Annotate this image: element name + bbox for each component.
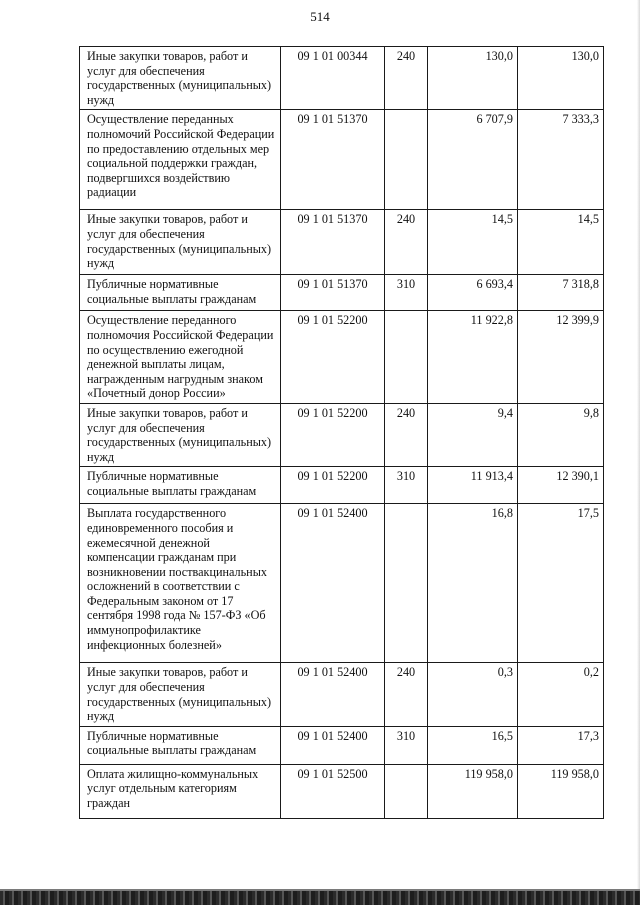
- row-amount-year2: 14,5: [518, 210, 604, 275]
- table-row: [80, 504, 604, 663]
- row-name: Иные закупки товаров, работ и услуг для обеспечения государственных (муниципальных) нужд: [80, 663, 281, 726]
- scan-border-band: [0, 891, 640, 905]
- row-amount-year1: 16,5: [428, 726, 518, 764]
- table-row: [80, 663, 604, 726]
- row-name: Осуществление переданных полномочий Российской Федерации по предоставлению отдельных мер социальной поддержки граждан, подвергшихся воздействию радиации: [80, 110, 281, 210]
- row-amount-year2: 17,3: [518, 726, 604, 764]
- budget-table: [79, 46, 604, 819]
- row-expense-type: 240: [385, 403, 428, 466]
- row-amount-year1: 9,4: [428, 403, 518, 466]
- row-name: Выплата государственного единовременного пособия и ежемесячной денежной компенсации гражданам при возникновении поствакцинальных осложнений в соответствии с Федеральным законом от 17 сентября 1998 года № 157-ФЗ «Об иммунопрофилактике инфекционных болезней»: [80, 504, 281, 663]
- table-row: [80, 726, 604, 764]
- row-amount-year1: 119 958,0: [428, 764, 518, 818]
- row-amount-year2: 17,5: [518, 504, 604, 663]
- table-row: [80, 311, 604, 404]
- row-expense-type: 310: [385, 467, 428, 504]
- row-name: Публичные нормативные социальные выплаты гражданам: [80, 275, 281, 311]
- table-row: [80, 110, 604, 210]
- row-code: 09 1 01 52400: [281, 663, 385, 726]
- row-amount-year1: 14,5: [428, 210, 518, 275]
- row-name: Иные закупки товаров, работ и услуг для обеспечения государственных (муниципальных) нужд: [80, 47, 281, 110]
- row-expense-type: [385, 110, 428, 210]
- row-code: 09 1 01 52200: [281, 311, 385, 404]
- row-name: Оплата жилищно-коммунальных услуг отдельным категориям граждан: [80, 764, 281, 818]
- row-code: 09 1 01 52200: [281, 403, 385, 466]
- table-row: [80, 210, 604, 275]
- table-row: [80, 467, 604, 504]
- row-amount-year1: 11 913,4: [428, 467, 518, 504]
- row-amount-year1: 130,0: [428, 47, 518, 110]
- row-amount-year2: 12 399,9: [518, 311, 604, 404]
- row-expense-type: [385, 504, 428, 663]
- row-code: 09 1 01 51370: [281, 275, 385, 311]
- row-amount-year2: 9,8: [518, 403, 604, 466]
- row-code: 09 1 01 52200: [281, 467, 385, 504]
- row-amount-year2: 12 390,1: [518, 467, 604, 504]
- row-name: Иные закупки товаров, работ и услуг для обеспечения государственных (муниципальных) нужд: [80, 403, 281, 466]
- table-row: [80, 47, 604, 110]
- row-expense-type: [385, 311, 428, 404]
- row-amount-year1: 16,8: [428, 504, 518, 663]
- row-code: 09 1 01 52500: [281, 764, 385, 818]
- row-amount-year2: 7 318,8: [518, 275, 604, 311]
- row-amount-year2: 7 333,3: [518, 110, 604, 210]
- row-code: 09 1 01 52400: [281, 504, 385, 663]
- row-code: 09 1 01 00344: [281, 47, 385, 110]
- row-amount-year2: 119 958,0: [518, 764, 604, 818]
- row-name: Публичные нормативные социальные выплаты гражданам: [80, 467, 281, 504]
- row-expense-type: 310: [385, 275, 428, 311]
- row-name: Публичные нормативные социальные выплаты гражданам: [80, 726, 281, 764]
- row-expense-type: 240: [385, 210, 428, 275]
- page-number: 514: [310, 9, 330, 24]
- row-amount-year1: 6 693,4: [428, 275, 518, 311]
- row-expense-type: 310: [385, 726, 428, 764]
- table-row: [80, 275, 604, 311]
- table-row: [80, 764, 604, 818]
- table-row: [80, 403, 604, 466]
- row-amount-year2: 130,0: [518, 47, 604, 110]
- row-code: 09 1 01 52400: [281, 726, 385, 764]
- row-name: Осуществление переданного полномочия Российской Федерации по осуществлению ежегодной денежной выплаты лицам, награжденным нагрудным знаком «Почетный донор России»: [80, 311, 281, 404]
- row-amount-year1: 6 707,9: [428, 110, 518, 210]
- row-expense-type: 240: [385, 47, 428, 110]
- row-expense-type: [385, 764, 428, 818]
- row-code: 09 1 01 51370: [281, 210, 385, 275]
- row-name: Иные закупки товаров, работ и услуг для обеспечения государственных (муниципальных) нужд: [80, 210, 281, 275]
- row-expense-type: 240: [385, 663, 428, 726]
- row-amount-year1: 11 922,8: [428, 311, 518, 404]
- row-code: 09 1 01 51370: [281, 110, 385, 210]
- row-amount-year1: 0,3: [428, 663, 518, 726]
- row-amount-year2: 0,2: [518, 663, 604, 726]
